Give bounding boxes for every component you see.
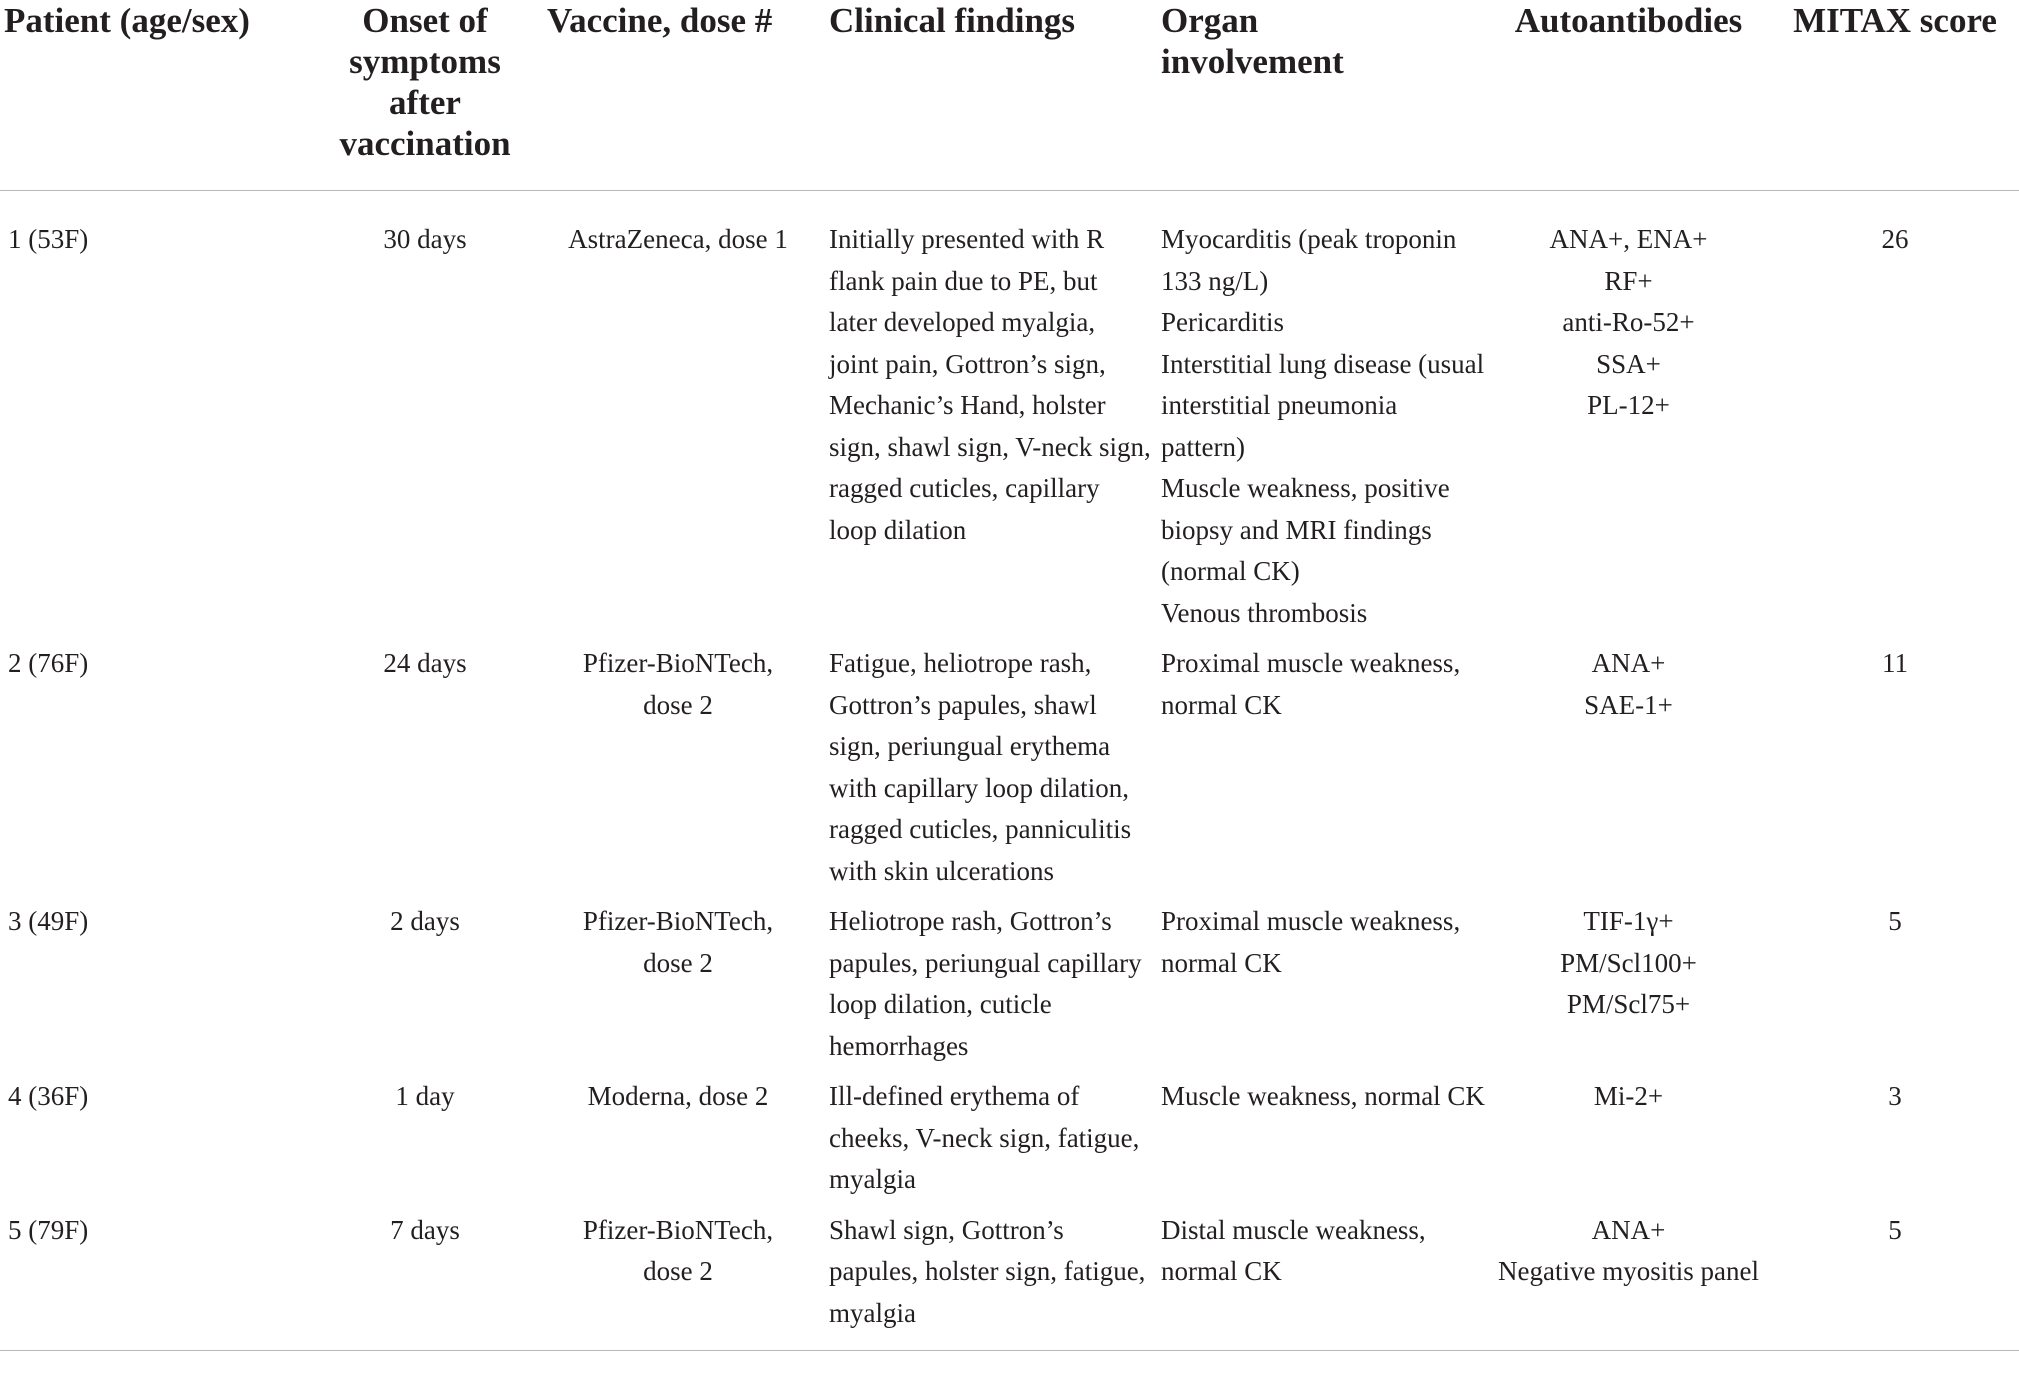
organ-line: Proximal muscle weakness, normal CK — [1161, 648, 1461, 720]
cell-organ — [1151, 1210, 1486, 1351]
vaccine-line: Pfizer-BioNTech, — [582, 648, 774, 678]
cell-patient: 5 (79F) — [0, 1210, 313, 1351]
cell-vaccine — [537, 1210, 819, 1351]
organ-line: Venous thrombosis — [1161, 597, 1368, 628]
cell-mitax: 5 — [1771, 1210, 2019, 1351]
header-onset-line: vaccination — [339, 124, 511, 163]
vaccine-line: Moderna, dose 2 — [587, 1081, 769, 1111]
vaccine-line: dose 2 — [643, 689, 713, 720]
header-onset-line: Onset of — [362, 1, 488, 40]
cell-clinical: Heliotrope rash, Gottron’s papules, periungual capillary loop dilation, cuticle hemorrhages — [829, 906, 1142, 1061]
autoantibody-line: PM/Scl100+ — [1560, 947, 1697, 978]
cell-mitax: 3 — [1888, 1081, 1902, 1111]
table-row — [0, 191, 2019, 644]
autoantibody-line: Negative myositis panel — [1498, 1256, 1759, 1286]
autoantibody-line: TIF-1γ+ — [1583, 906, 1674, 936]
autoantibody-line: SSA+ — [1596, 348, 1661, 379]
header-organ — [1151, 0, 1486, 191]
cell-vaccine — [537, 643, 819, 901]
cell-mitax: 5 — [1888, 906, 1902, 936]
autoantibody-line: SAE-1+ — [1584, 689, 1673, 720]
cell-organ — [1151, 901, 1486, 1076]
autoantibody-line: ANA+, ENA+ — [1549, 224, 1708, 254]
autoantibody-line: Mi-2+ — [1593, 1081, 1664, 1111]
vaccine-line: AstraZeneca, dose 1 — [568, 224, 788, 254]
cell-autoantibodies — [1486, 1210, 1771, 1351]
cell-autoantibodies — [1486, 901, 1771, 1076]
organ-line: Muscle weakness, normal CK — [1161, 1081, 1485, 1111]
header-onset-line: symptoms after — [349, 42, 501, 122]
autoantibody-line: ANA+ — [1591, 1214, 1666, 1245]
cell-organ — [1151, 191, 1486, 644]
cell-clinical: Ill-defined erythema of cheeks, V-neck sign, fatigue, myalgia — [829, 1081, 1140, 1194]
cell-onset: 24 days — [383, 648, 467, 678]
cell-onset: 7 days — [313, 1210, 537, 1351]
table-row — [0, 1210, 2019, 1351]
cell-clinical: Initially presented with R flank pain due to PE, but later developed myalgia, joint pain, Gottron’s sign, Mechanic’s Hand, holster sign, shawl sign, V-neck sign, ragged cuticles, capillary loop dilation — [829, 224, 1151, 545]
header-autoantibodies: Autoantibodies — [1486, 0, 1771, 191]
cell-organ — [1151, 1076, 1486, 1210]
organ-line: Pericarditis — [1161, 307, 1284, 337]
cell-patient: 1 (53F) — [8, 224, 89, 254]
cell-patient: 2 (76F) — [8, 648, 89, 678]
header-clinical: Clinical findings — [819, 0, 1151, 191]
table-row — [0, 643, 2019, 901]
cell-vaccine — [537, 901, 819, 1076]
organ-line: Distal muscle weakness, normal CK — [1161, 1214, 1426, 1286]
cell-autoantibodies — [1486, 1076, 1771, 1210]
organ-line: Proximal muscle weakness, normal CK — [1161, 906, 1461, 978]
cell-onset: 1 day — [395, 1081, 455, 1111]
table-header — [0, 0, 2019, 191]
cell-vaccine — [537, 191, 819, 644]
vaccine-line: dose 2 — [643, 947, 713, 978]
autoantibody-line: ANA+ — [1591, 648, 1666, 678]
header-onset — [313, 0, 537, 191]
table-body — [0, 191, 2019, 1351]
autoantibody-line: RF+ — [1604, 265, 1653, 296]
table-row — [0, 901, 2019, 1076]
organ-line: Interstitial lung disease (usual interstitial pneumonia pattern) — [1161, 348, 1485, 462]
header-organ-line: involvement — [1161, 42, 1344, 81]
cell-clinical: Shawl sign, Gottron’s papules, holster sign, fatigue, myalgia — [819, 1210, 1151, 1351]
cell-patient: 3 (49F) — [8, 906, 89, 936]
cell-mitax: 26 — [1881, 224, 1909, 254]
vaccine-line: Pfizer-BioNTech, — [582, 1214, 774, 1245]
cell-organ — [1151, 643, 1486, 901]
cell-mitax: 11 — [1882, 648, 1908, 678]
autoantibody-line: PL-12+ — [1587, 390, 1670, 420]
vaccine-line: dose 2 — [643, 1256, 713, 1286]
cell-vaccine — [537, 1076, 819, 1210]
cell-onset: 30 days — [383, 224, 467, 254]
organ-line: Myocarditis (peak troponin 133 ng/L) — [1161, 224, 1457, 296]
table-row — [0, 1076, 2019, 1210]
vaccine-line: Pfizer-BioNTech, — [582, 906, 774, 936]
cell-autoantibodies — [1486, 191, 1771, 644]
autoantibody-line: anti-Ro-52+ — [1562, 307, 1695, 337]
header-vaccine: Vaccine, dose # — [537, 0, 819, 191]
header-patient: Patient (age/sex) — [0, 0, 313, 191]
header-mitax: MITAX score — [1771, 0, 2019, 191]
header-row — [0, 0, 2019, 191]
autoantibody-line: PM/Scl75+ — [1566, 989, 1691, 1019]
cell-patient: 4 (36F) — [8, 1081, 89, 1111]
cell-autoantibodies — [1486, 643, 1771, 901]
cell-clinical: Fatigue, heliotrope rash, Gottron’s papules, shawl sign, periungual erythema with capillary loop dilation, ragged cuticles, panniculitis with skin ulcerations — [829, 648, 1132, 886]
header-organ-line: Organ — [1161, 1, 1259, 40]
organ-line: Muscle weakness, positive biopsy and MRI findings (normal CK) — [1161, 473, 1450, 586]
cell-onset: 2 days — [390, 906, 460, 936]
